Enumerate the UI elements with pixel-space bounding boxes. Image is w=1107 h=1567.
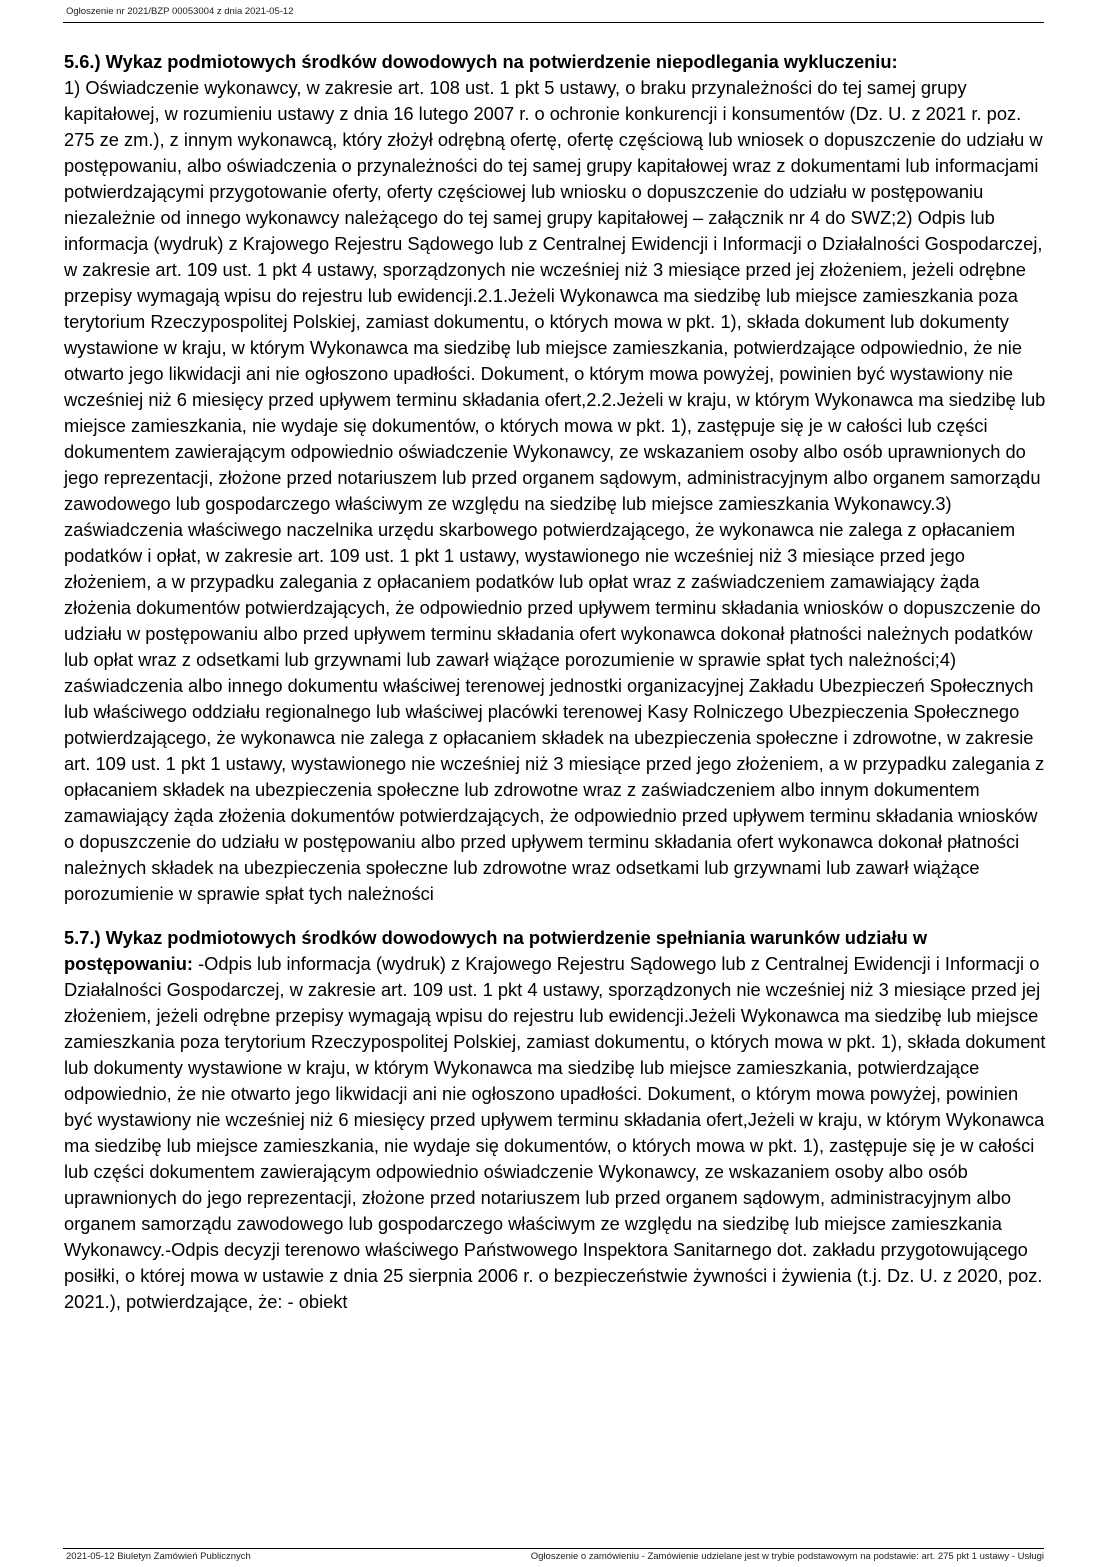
section-title: 5.7.) Wykaz podmiotowych środków dowodowych na potwierdzenie spełniania warunków udziału w postępowaniu:	[64, 927, 928, 974]
header-divider	[63, 22, 1044, 23]
section-body: -Odpis lub informacja (wydruk) z Krajowego Rejestru Sądowego lub z Centralnej Ewidencji i Informacji o Działalności Gospodarczej, w zakresie art. 109 ust. 1 pkt 4 ustawy, sporządzonych nie wcześniej niż 3 miesiące przed jej złożeniem, jeżeli odrębne przepisy wymagają wpisu do rejestru lub ewidencji.Jeżeli Wykonawca ma siedzibę lub miejsce zamieszkania poza terytorium Rzeczypospolitej Polskiej, zamiast dokumentu, o których mowa w pkt. 1), składa dokument lub dokumenty wystawione w kraju, w którym Wykonawca ma siedzibę lub miejsce zamieszkania, potwierdzające odpowiednio, że nie otwarto jego likwidacji ani nie ogłoszono upadłości. Dokument, o którym mowa powyżej, powinien być wystawiony nie wcześniej niż 6 miesięcy przed upływem terminu składania ofert,Jeżeli w kraju, w którym Wykonawca ma siedzibę lub miejsce zamieszkania, nie wydaje się dokumentów, o których mowa w pkt. 1), zastępuje się je w całości lub części dokumentem zawierającym odpowiednio oświadczenie Wykonawcy, ze wskazaniem osoby albo osób uprawnionych do jego reprezentacji, złożone przed notariuszem lub przed organem sądowym, administracyjnym albo organem samorządu zawodowego lub gospodarczego właściwym ze względu na siedzibę lub miejsce zamieszkania Wykonawcy.-Odpis decyzji terenowo właściwego Państwowego Inspektora Sanitarnego dot. zakładu przygotowującego posiłki, o której mowa w ustawie z dnia 25 sierpnia 2006 r. o bezpieczeństwie żywności i żywienia (t.j. Dz. U. z 2020, poz. 2021.), potwierdzające, że: - obiekt	[64, 953, 1046, 1312]
section-5-7	[64, 925, 1046, 1315]
footer-date-source: 2021-05-12 Biuletyn Zamówień Publicznych	[66, 1551, 251, 1562]
footer-notice-type: Ogłoszenie o zamówieniu - Zamówienie udzielane jest w trybie podstawowym na podstawie: art. 275 pkt 1 ustawy - Usługi	[530, 1551, 1044, 1562]
section-body: 1) Oświadczenie wykonawcy, w zakresie art. 108 ust. 1 pkt 5 ustawy, o braku przynależności do tej samej grupy kapitałowej, w rozumieniu ustawy z dnia 16 lutego 2007 r. o ochronie konkurencji i konsumentów (Dz. U. z 2021 r. poz. 275 ze zm.), z innym wykonawcą, który złożył odrębną ofertę, ofertę częściową lub wniosek o dopuszczenie do udziału w postępowaniu, albo oświadczenia o przynależności do tej samej grupy kapitałowej wraz z dokumentami lub informacjami potwierdzającymi przygotowanie oferty, oferty częściowej lub wniosku o dopuszczenie do udziału w postępowaniu niezależnie od innego wykonawcy należącego do tej samej grupy kapitałowej – załącznik nr 4 do SWZ;2) Odpis lub informacja (wydruk) z Krajowego Rejestru Sądowego lub z Centralnej Ewidencji i Informacji o Działalności Gospodarczej, w zakresie art. 109 ust. 1 pkt 4 ustawy, sporządzonych nie wcześniej niż 3 miesiące przed jej złożeniem, jeżeli odrębne przepisy wymagają wpisu do rejestru lub ewidencji.2.1.Jeżeli Wykonawca ma siedzibę lub miejsce zamieszkania poza terytorium Rzeczypospolitej Polskiej, zamiast dokumentu, o których mowa w pkt. 1), składa dokument lub dokumenty wystawione w kraju, w którym Wykonawca ma siedzibę lub miejsce zamieszkania, potwierdzające odpowiednio, że nie otwarto jego likwidacji ani nie ogłoszono upadłości. Dokument, o którym mowa powyżej, powinien być wystawiony nie wcześniej niż 6 miesięcy przed upływem terminu składania ofert,2.2.Jeżeli w kraju, w którym Wykonawca ma siedzibę lub miejsce zamieszkania, nie wydaje się dokumentów, o których mowa w pkt. 1), zastępuje się je w całości lub części dokumentem zawierającym odpowiednio oświadczenie Wykonawcy, ze wskazaniem osoby albo osób uprawnionych do jego reprezentacji, złożone przed notariuszem lub przed organem sądowym, administracyjnym albo organem samorządu zawodowego lub gospodarczego właściwym ze względu na siedzibę lub miejsce zamieszkania Wykonawcy.3) zaświadczenia właściwego naczelnika urzędu skarbowego potwierdzającego, że wykonawca nie zalega z opłacaniem podatków i opłat, w zakresie art. 109 ust. 1 pkt 1 ustawy, wystawionego nie wcześniej niż 3 miesiące przed jego złożeniem, a w przypadku zalegania z opłacaniem podatków lub opłat wraz z zaświadczeniem zamawiający żąda złożenia dokumentów potwierdzających, że odpowiednio przed upływem terminu składania wniosków o dopuszczenie do udziału w postępowaniu albo przed upływem terminu składania ofert wykonawca dokonał płatności należnych podatków lub opłat wraz z odsetkami lub grzywnami lub zawarł wiążące porozumienie w sprawie spłat tych należności;4) zaświadczenia albo innego dokumentu właściwej terenowej jednostki organizacyjnej Zakładu Ubezpieczeń Społecznych lub właściwego oddziału regionalnego lub właściwej placówki terenowej Kasy Rolniczego Ubezpieczenia Społecznego potwierdzającego, że wykonawca nie zalega z opłacaniem składek na ubezpieczenia społeczne i zdrowotne, w zakresie art. 109 ust. 1 pkt 1 ustawy, wystawionego nie wcześniej niż 3 miesiące przed jego złożeniem, a w przypadku zalegania z opłacaniem składek na ubezpieczenia społeczne lub zdrowotne wraz z zaświadczeniem albo innym dokumentem zamawiający żąda złożenia dokumentów potwierdzających, że odpowiednio przed upływem terminu składania wniosków o dopuszczenie do udziału w postępowaniu albo przed upływem terminu składania ofert wykonawca dokonał płatności należnych składek na ubezpieczenia społeczne lub zdrowotne wraz odsetkami lub grzywnami lub zawarł wiążące porozumienie w sprawie spłat tych należności	[64, 77, 1046, 904]
page-header-notice-ref: Ogłoszenie nr 2021/BZP 00053004 z dnia 2021-05-12	[66, 6, 294, 17]
section-5-6	[64, 49, 1046, 907]
document-body	[64, 49, 1046, 1333]
footer-divider	[63, 1548, 1044, 1549]
section-title: 5.6.) Wykaz podmiotowych środków dowodowych na potwierdzenie niepodlegania wykluczeniu:	[64, 51, 898, 72]
